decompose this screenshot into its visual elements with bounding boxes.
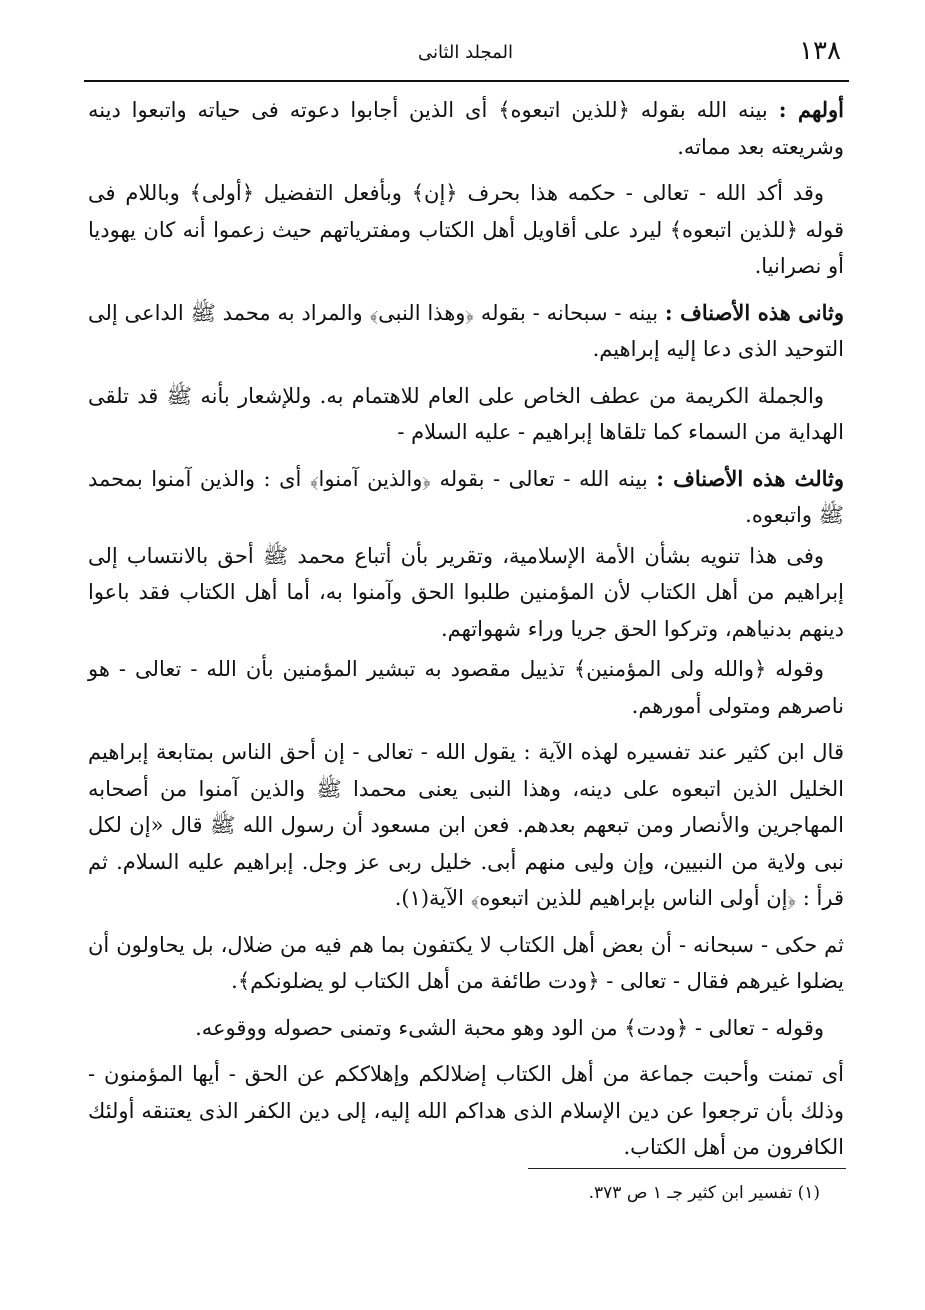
paragraph-text: وقوله ﴿والله ولى المؤمنين﴾ تذييل مقصود به تبشير المؤمنين بأن الله - تعالى - هو ناصرهم ومتولى أمورهم. [88, 657, 844, 718]
paragraph-text: وقد أكد الله - تعالى - حكمه هذا بحرف ﴿إن﴾ وبأفعل التفضيل ﴿أولى﴾ وباللام فى قوله ﴿للذين اتبعوه﴾ ليرد على أقاويل أهل الكتاب ومفترياتهم حيث زعموا أنه كان يهوديا أو نصرانيا. [88, 181, 844, 278]
page-header [82, 30, 849, 76]
paragraph-praise-of-ummah [88, 538, 844, 648]
paragraph-text: بينه الله بقوله ﴿للذين اتبعوه﴾ أى الذين أجابوا دعوته فى حياته واتبعوا دينه وشريعته بعد مماته. [88, 98, 844, 159]
page-number: ١٣٨ [799, 36, 841, 66]
paragraph-text: وقوله - تعالى - ﴿ودت﴾ من الود وهو محبة الشىء وتمنى حصوله ووقوعه. [195, 1015, 824, 1040]
paragraph-people-of-book [88, 927, 844, 1000]
paragraph-lead: وثالث هذه الأصناف : [656, 465, 845, 491]
footnote-divider [528, 1168, 846, 1169]
paragraph-text: قال ابن كثير عند تفسيره لهذه الآية : يقول الله - تعالى - إن أحق الناس بمتابعة إبراهيم الخليل الذين اتبعوه على دينه، وهذا النبى يعنى محمدا ﷺ والذين آمنوا من أصحابه المهاجرين والأنصار ومن تبعهم بعدهم. فعن ابن مسعود أن رسول الله ﷺ قال «إن لكل نبى ولاية من النبيين، وإن وليى منهم أبى. خليل ربى عز وجل. إبراهيم عليه السلام. ثم قرأ : ﴿إن أولى الناس بإبراهيم للذين اتبعوه﴾ الآية(١). [88, 740, 844, 910]
paragraph-emphasis [88, 175, 844, 285]
paragraph-waddat-meaning [88, 1010, 844, 1047]
paragraph-lead: وثانى هذه الأصناف : [664, 299, 844, 325]
paragraph-lead: أولهم : [778, 97, 844, 122]
paragraph-explanation [88, 1056, 844, 1166]
paragraph-first-category [88, 92, 844, 165]
running-title: المجلد الثانى [417, 42, 514, 63]
paragraph-ibn-kathir [88, 734, 844, 917]
paragraph-text: بينه الله - تعالى - بقوله ﴿والذين آمنوا﴾ أى : والذين آمنوا بمحمد ﷺ واتبعوه. [88, 466, 844, 527]
header-divider [84, 80, 849, 82]
paragraph-text: وفى هذا تنويه بشأن الأمة الإسلامية، وتقرير بأن أتباع محمد ﷺ أحق بالانتساب إلى إبراهيم من أهل الكتاب لأن المؤمنين طلبوا الحق وآمنوا به، أما أهل الكتاب فقد باعوا دينهم بدنياهم، وتركوا الحق جريا وراء شهواتهم. [88, 543, 844, 641]
paragraph-second-category [88, 295, 844, 368]
paragraph-text: والجملة الكريمة من عطف الخاص على العام للاهتمام به. وللإشعار بأنه ﷺ قد تلقى الهداية من السماء كما تلقاها إبراهيم - عليه السلام - [88, 383, 844, 444]
paragraph-text: ثم حكى - سبحانه - أن بعض أهل الكتاب لا يكتفون بما هم فيه من ضلال، بل يحاولون أن يضلوا غيرهم فقال - تعالى - ﴿ودت طائفة من أهل الكتاب لو يضلونكم﴾. [88, 932, 844, 993]
paragraph-noble-sentence [88, 378, 844, 451]
paragraph-text: أى تمنت وأحبت جماعة من أهل الكتاب إضلالكم وإهلاككم عن الحق - أيها المؤمنون - وذلك بأن ترجعوا عن دين الإسلام الذى هداكم الله إليه، إلى دين الكفر الذى يعتنقه أولئك الكافرون من أهل الكتاب. [88, 1062, 844, 1159]
paragraph-text: بينه - سبحانه - بقوله ﴿وهذا النبى﴾ والمراد به محمد ﷺ الداعى إلى التوحيد الذى دعا إليه إبراهيم. [88, 300, 844, 361]
footnote: (١) تفسير ابن كثير جـ ١ ص ٣٧٣. [588, 1183, 820, 1203]
paragraph-third-category [88, 461, 844, 534]
paragraph-allah-guardian [88, 651, 844, 724]
page-body [88, 92, 844, 1176]
